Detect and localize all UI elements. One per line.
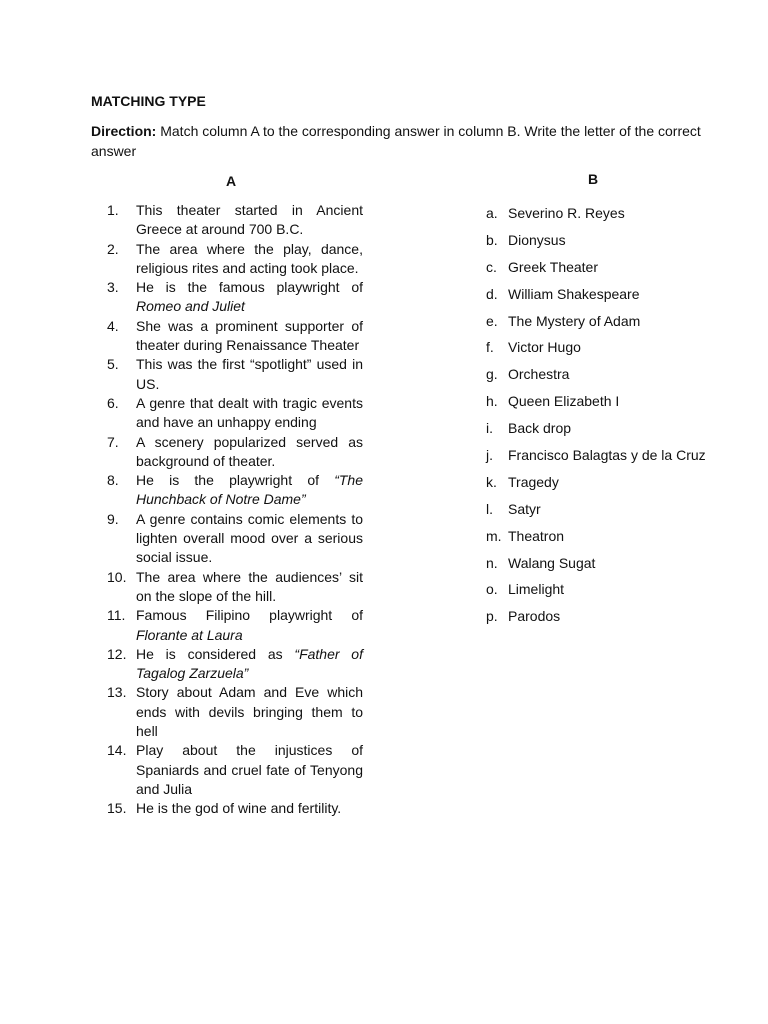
answer-text: Queen Elizabeth I (508, 393, 620, 410)
question-text (136, 201, 363, 240)
column-a-header: A (226, 173, 237, 189)
answer-text: Tragedy (508, 473, 559, 490)
answer-letter: g. (486, 366, 498, 383)
question-number: 10. (107, 568, 127, 585)
answer-letter: h. (486, 393, 498, 410)
answer-text: Orchestra (508, 366, 570, 383)
question-number: 13. (107, 684, 127, 701)
answer-item (486, 420, 746, 447)
question-number: 5. (107, 356, 119, 373)
answer-item (486, 339, 746, 366)
question-text (136, 606, 363, 645)
direction-paragraph (91, 122, 711, 161)
answer-item (486, 366, 746, 393)
question-number: 14. (107, 742, 127, 759)
column-b-header: B (588, 171, 599, 187)
question-text-part: Famous Filipino playwright of (136, 607, 363, 624)
answer-item (486, 393, 746, 420)
answer-text: Limelight (508, 581, 565, 598)
question-text-part: Story about Adam and Eve which ends with devils bringing them to hell (136, 684, 363, 740)
question-title-italic: “Father of Tagalog Zarzuela” (136, 645, 363, 682)
question-text (136, 355, 363, 394)
question-text (136, 471, 363, 510)
answer-letter: d. (486, 285, 498, 302)
question-text-part: A genre contains comic elements to lighten overall mood over a serious social issue. (136, 510, 363, 566)
answer-item (486, 528, 746, 555)
question-title-italic: “The Hunchback of Notre Dame” (136, 472, 363, 508)
answer-item (486, 447, 746, 474)
question-text (136, 683, 363, 741)
question-text-part: He is the god of wine and fertility. (136, 800, 342, 817)
answer-item (486, 205, 746, 232)
question-text (136, 317, 363, 356)
answer-text: Dionysus (508, 231, 566, 248)
answer-letter: n. (486, 554, 498, 571)
answer-letter: e. (486, 312, 498, 329)
question-item (107, 741, 363, 799)
answer-item (486, 501, 746, 528)
question-number: 7. (107, 433, 119, 450)
answer-text: Satyr (508, 500, 541, 517)
question-text (136, 510, 363, 568)
question-text-part: Play about the injustices of Spaniards and cruel fate of Tenyong and Julia (136, 742, 363, 797)
answer-letter: c. (486, 258, 497, 275)
answer-item (486, 581, 746, 608)
question-text (136, 568, 363, 607)
question-item (107, 240, 363, 279)
answer-letter: a. (486, 205, 498, 221)
question-number: 1. (107, 202, 119, 218)
question-item (107, 568, 363, 607)
column-a-list (107, 201, 363, 819)
answer-letter: j. (486, 447, 493, 464)
answer-letter: m. (486, 527, 502, 544)
answer-text: The Mystery of Adam (508, 312, 641, 329)
answer-item (486, 286, 746, 313)
column-b-list (486, 205, 746, 635)
direction-label: Direction: (91, 123, 157, 139)
answer-text: Walang Sugat (508, 554, 596, 571)
question-item (107, 355, 363, 394)
question-number: 4. (107, 317, 119, 334)
question-text-part: The area where the play, dance, religious rites and acting took place. (136, 240, 363, 276)
question-text (136, 799, 363, 818)
question-text-part: A genre that dealt with tragic events and have an unhappy ending (136, 394, 363, 431)
answer-text: Francisco Balagtas y de la Cruz (508, 447, 706, 464)
question-text (136, 741, 363, 799)
question-item (107, 510, 363, 568)
question-text-part: This theater started in Ancient Greece at around 700 B.C. (136, 202, 363, 238)
question-text-part: A scenery popularized served as background of theater. (136, 433, 363, 469)
question-text-part: He is considered as (136, 645, 295, 662)
answer-letter: p. (486, 608, 498, 625)
question-text (136, 645, 363, 684)
answer-letter: b. (486, 231, 498, 248)
question-item (107, 433, 363, 472)
question-title-italic: Florante at Laura (136, 626, 243, 643)
answer-text: Parodos (508, 608, 561, 625)
question-number: 15. (107, 800, 127, 817)
question-item (107, 683, 363, 741)
question-text-part: He is the famous playwright of (136, 279, 363, 296)
answer-item (486, 555, 746, 582)
question-text-part: She was a prominent supporter of theater during Renaissance Theater (136, 317, 363, 354)
answer-text: Theatron (508, 527, 565, 544)
question-number: 2. (107, 240, 119, 257)
answer-item (486, 313, 746, 340)
question-text (136, 394, 363, 433)
question-number: 11. (107, 607, 126, 624)
direction-text: Match column A to the corresponding answer in column B. Write the letter of the correct answer (91, 123, 701, 159)
question-number: 6. (107, 394, 119, 411)
question-item (107, 799, 363, 818)
answer-letter: f. (486, 339, 494, 356)
question-item (107, 201, 363, 240)
answer-item (486, 474, 746, 501)
answer-item (486, 608, 746, 635)
question-item (107, 278, 363, 317)
question-number: 12. (107, 645, 127, 662)
question-item (107, 471, 363, 510)
question-number: 9. (107, 510, 119, 527)
question-item (107, 645, 363, 684)
question-number: 8. (107, 472, 119, 489)
answer-text: Greek Theater (508, 258, 599, 275)
question-item (107, 606, 363, 645)
answer-letter: o. (486, 581, 498, 598)
question-title-italic: Romeo and Juliet (136, 298, 245, 315)
answer-text: William Shakespeare (508, 285, 640, 302)
answer-letter: l. (486, 500, 493, 517)
question-text (136, 278, 363, 317)
question-text (136, 433, 363, 472)
answer-letter: i. (486, 420, 493, 437)
answer-text: Back drop (508, 420, 572, 437)
question-item (107, 317, 363, 356)
question-text-part: This was the first “spotlight” used in US. (136, 356, 363, 392)
question-item (107, 394, 363, 433)
page-title: MATCHING TYPE (91, 93, 206, 109)
answer-text: Severino R. Reyes (508, 205, 625, 221)
answer-item (486, 232, 746, 259)
answer-letter: k. (486, 473, 497, 490)
question-text (136, 240, 363, 279)
question-number: 3. (107, 279, 119, 296)
answer-text: Victor Hugo (508, 339, 581, 356)
answer-item (486, 259, 746, 286)
question-text-part: He is the playwright of (136, 472, 335, 489)
question-text-part: The area where the audiences’ sit on the slope of the hill. (136, 568, 363, 604)
